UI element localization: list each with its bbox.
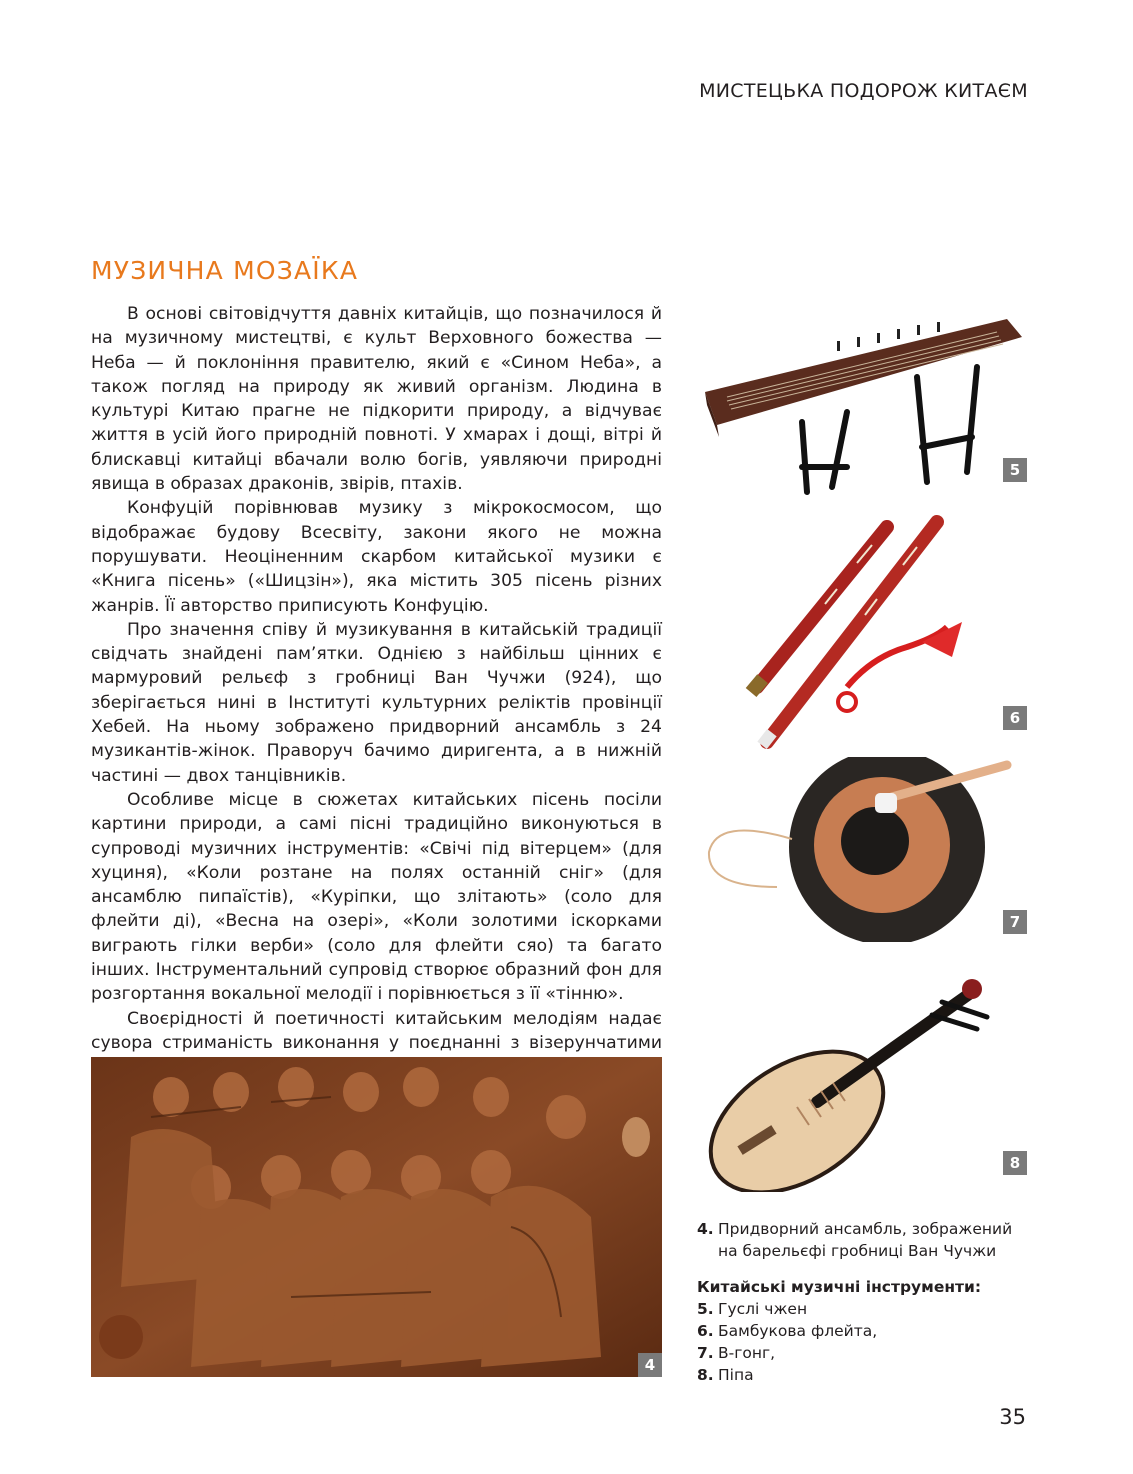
caption-number: 7. bbox=[697, 1344, 714, 1362]
body-text bbox=[91, 302, 662, 1080]
running-header: МИСТЕЦЬКА ПОДОРОЖ КИТАЄМ bbox=[699, 80, 1028, 102]
caption-fig8 bbox=[697, 1364, 1017, 1386]
flute-photo bbox=[697, 507, 1027, 752]
caption-fig4 bbox=[697, 1218, 1017, 1262]
caption-number: 8. bbox=[697, 1366, 714, 1384]
pipa-photo bbox=[697, 967, 1027, 1192]
guzheng-photo bbox=[697, 297, 1027, 497]
figure-number-6: 6 bbox=[1003, 706, 1027, 730]
figure-number-8: 8 bbox=[1003, 1151, 1027, 1175]
gong-photo bbox=[697, 757, 1027, 942]
caption-fig7 bbox=[697, 1342, 1017, 1364]
caption-text: Піпа bbox=[718, 1366, 754, 1384]
paragraph: Особливе місце в сюжетах китайських пісень посіли картини природи, а самі пісні традиційно виконуються в супроводі музичних інструментів: «Свічі під вітерцем» (для хуциня), «Коли розтане на полях останній сніг» (для ансамблю пипаїстів), «Куріпки, що злітають» (соло для флейти ді), «Весна на озері», «Коли золотими іскорками виграють гілки верби» (соло для флейти сяо) та багато інших. Інструментальний супровід створює образний фон для розгортання вокальної мелодії і порівнюється з її «тінню». bbox=[91, 789, 662, 1005]
paragraph: Конфуцій порівнював музику з мікрокосмосом, що відображає будову Всесвіту, закони якого не можна порушувати. Неоціненним скарбом китайської музики є «Книга пісень» («Шицзін»), яка містить 305 пісень різних жанрів. Її авторство приписують Конфуцію. bbox=[91, 498, 662, 616]
relief-photo bbox=[91, 1057, 662, 1377]
caption-number: 5. bbox=[697, 1300, 714, 1318]
caption-text: Гуслі чжен bbox=[718, 1300, 808, 1318]
caption-fig5 bbox=[697, 1298, 1017, 1320]
caption-text: Бамбукова флейта, bbox=[718, 1322, 878, 1340]
figure-number-5: 5 bbox=[1003, 458, 1027, 482]
instruments-heading: Китайські музичні інструменти: bbox=[697, 1278, 982, 1296]
caption-number: 4. bbox=[697, 1220, 714, 1238]
page-number: 35 bbox=[999, 1405, 1026, 1429]
section-title: МУЗИЧНА МОЗАЇКА bbox=[91, 256, 359, 285]
figure-captions bbox=[697, 1218, 1017, 1386]
paragraph: Своєрідності й поетичності китайським мелодіям надає сувора стриманість виконання у поєднанні з візерунчатими bbox=[91, 1008, 662, 1053]
paragraph: В основі світовідчуття давніх китайців, що позначилося й на музичному мистецтві, є культ Верховного божества — Неба — й поклоніння правителю, який є «Сином Неба», а також погляд на природу як живий організм. Людина в культурі Китаю прагне не підкорити природу, а відчуває життя в усій його природній повноті. У хмарах і дощі, вітрі й блискавці китайці вбачали волю богів, уявляючи природні явища в образах драконів, звірів, птахів. bbox=[91, 304, 662, 495]
caption-number: 6. bbox=[697, 1322, 714, 1340]
caption-text: В-гонг, bbox=[718, 1344, 776, 1362]
figure-number-7: 7 bbox=[1003, 910, 1027, 934]
figure-number-4: 4 bbox=[638, 1353, 662, 1377]
caption-fig6 bbox=[697, 1320, 1017, 1342]
paragraph: Про значення співу й музикування в китайській традиції свідчать знайдені пам’ятки. Однією з найбільш цінних є мармуровий рельєф з гробниці Ван Чучжи (924), що зберігається нині в Інституті культурних реліктів провінції Хебей. На ньому зображено придворний ансамбль з 24 музикантів-жінок. Праворуч бачимо диригента, а в нижній частині — двох танцівників. bbox=[91, 619, 662, 786]
caption-text: Придворний ансамбль, зображений на барельєфі гробниці Ван Чучжи bbox=[718, 1220, 1013, 1260]
